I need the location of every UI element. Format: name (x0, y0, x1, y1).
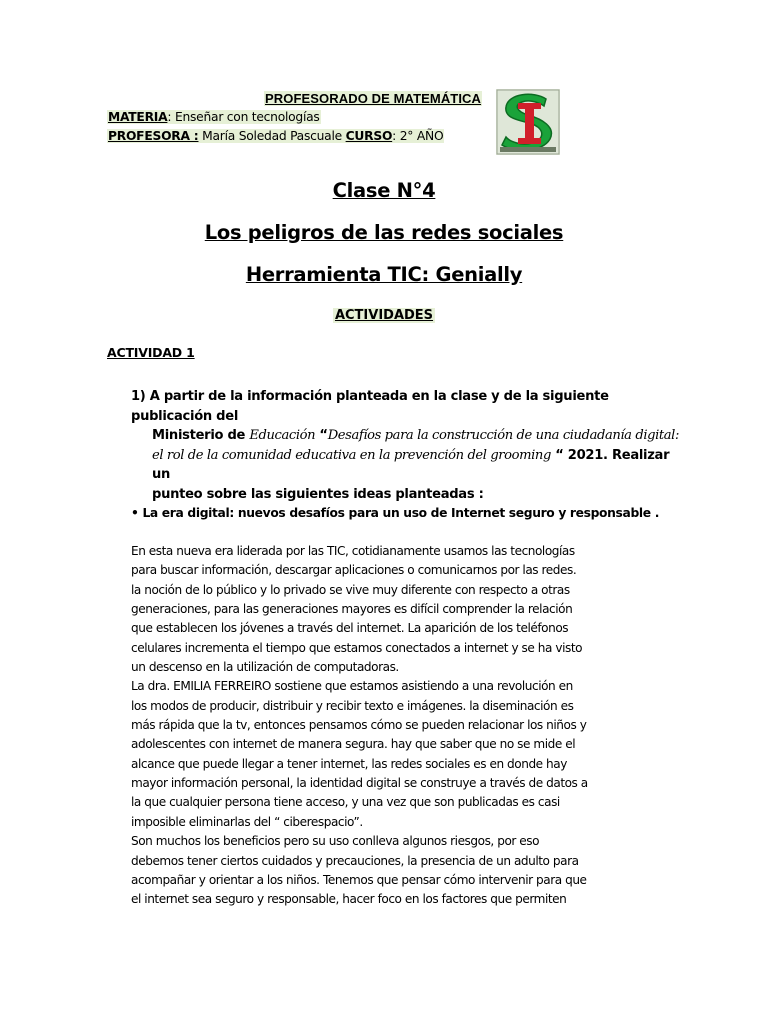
paragraph-line: alcance que puede llegar a tener internet, las redes sociales es en donde hay (131, 756, 567, 771)
paragraph-line: celulares incrementa el tiempo que estamos conectados a internet y se ha visto (131, 640, 583, 655)
dollar-s-logo-icon (496, 89, 560, 155)
paragraph-line: los modos de producir, distribuir y recibir texto e imágenes. la diseminación es (131, 698, 574, 713)
subject-label: MATERIA (108, 110, 168, 124)
paragraph-line: que establecen los jóvenes a través del internet. La aparición de los teléfonos (131, 621, 569, 636)
body-paragraph (131, 542, 601, 910)
course-label: CURSO (345, 129, 393, 143)
question-line-2: Ministerio de Educación “Desafíos para la construcción de una ciudadanía digital: (152, 428, 679, 443)
paragraph-line: para buscar información, descargar aplicaciones o comunicarnos por las redes. (131, 563, 577, 578)
course-value: : 2° AÑO (392, 129, 444, 143)
teacher-course-line (107, 129, 444, 143)
paragraph-line: La dra. EMILIA FERREIRO sostiene que estamos asistiendo a una revolución en (131, 679, 573, 694)
paragraph-line: debemos tener ciertos cuidados y precauciones, la presencia de un adulto para (131, 853, 579, 868)
paragraph-line: imposible eliminarlas del “ ciberespacio”. (131, 814, 363, 829)
paragraph-line: mayor información personal, la identidad digital se construye a través de datos a (131, 776, 588, 791)
paragraph-line: adolescentes con internet de manera segura. hay que saber que no se mide el (131, 737, 576, 752)
teacher-label: PROFESORA : (108, 129, 199, 143)
paragraph-line: Son muchos los beneficios pero su uso conlleva algunos riesgos, por eso (131, 834, 540, 849)
question-line-4: punteo sobre las siguientes ideas planteadas : (152, 486, 484, 502)
class-number-title: Clase N°4 (332, 179, 436, 202)
institution-title: PROFESORADO DE MATEMÁTICA (265, 91, 482, 106)
topic-title: Los peligros de las redes sociales (204, 221, 564, 244)
activities-heading: ACTIVIDADES (334, 308, 434, 323)
paragraph-line: el internet sea seguro y responsable, hacer foco en los factores que permiten (131, 892, 567, 907)
paragraph-line: generaciones, para las generaciones mayores es difícil comprender la relación (131, 602, 573, 617)
question-1 (131, 387, 691, 504)
subject-value: : Enseñar con tecnologías (167, 110, 320, 124)
subject-line (107, 110, 321, 124)
paragraph-line: más rápida que la tv, entonces pensamos cómo se pueden relacionar los niños y (131, 718, 587, 733)
paragraph-line: la noción de lo público y lo privado se vive muy diferente con respecto a otras (131, 582, 570, 597)
paragraph-line: En esta nueva era liderada por las TIC, cotidianamente usamos las tecnologías (131, 544, 575, 558)
paragraph-line: la que cualquier persona tiene acceso, y una vez que son publicadas es casi (131, 795, 560, 810)
question-number: 1) (131, 389, 146, 404)
teacher-value: María Soledad Pascuale (198, 129, 346, 143)
tool-title: Herramienta TIC: Genially (245, 263, 523, 286)
paragraph-line: acompañar y orientar a los niños. Tenemos que pensar cómo intervenir para que (131, 872, 587, 887)
bullet-point: • La era digital: nuevos desafíos para un uso de Internet seguro y responsable . (131, 506, 660, 520)
question-line-3: el rol de la comunidad educativa en la prevención del grooming “ 2021. Realizar un (152, 447, 670, 482)
paragraph-line: un descenso en la utilización de computadoras. (131, 660, 399, 675)
activity-1-heading: ACTIVIDAD 1 (107, 345, 195, 360)
question-line-1: A partir de la información planteada en la clase y de la siguiente publicación del (131, 389, 609, 424)
